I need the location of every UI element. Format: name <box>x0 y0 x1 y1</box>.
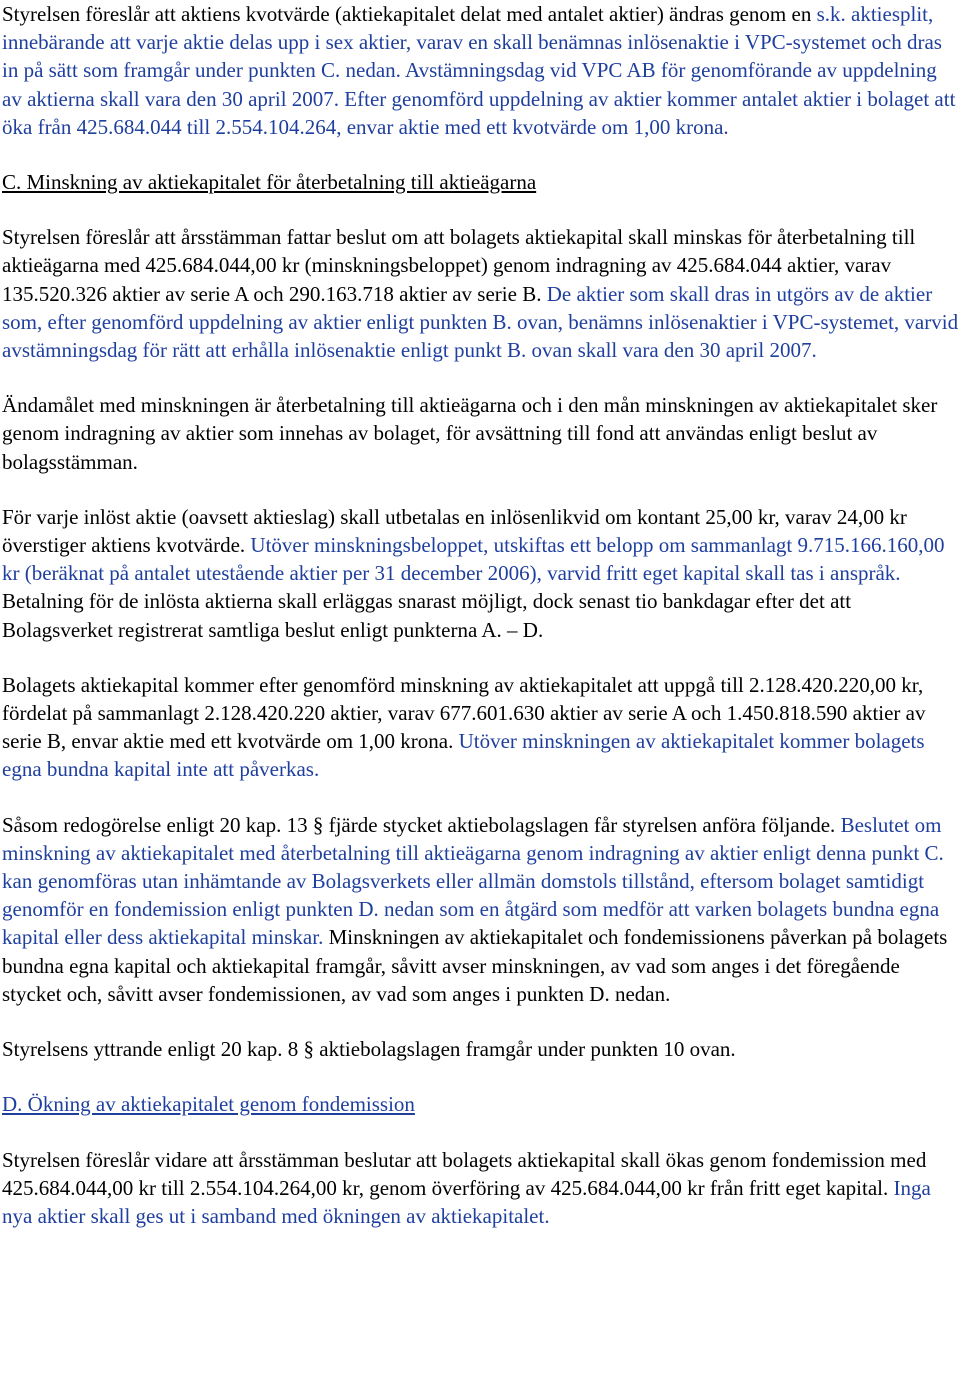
paragraph-redemption-payment <box>2 503 960 644</box>
text-run-blue: Utöver minskningen av aktiekapitalet kommer bolagets egna bundna kapital inte att påverkas. <box>2 729 925 782</box>
paragraph-purpose: Ändamålet med minskningen är återbetalning till aktieägarna och i den mån minskningen av aktiekapitalet sker genom indragning av aktier som innehas av bolaget, för avsättning till fond att användas enligt beslut av bolagsstämman. <box>2 393 938 474</box>
paragraph-share-capital-after <box>2 671 960 784</box>
text-run: Styrelsen föreslår vidare att årsstämman beslutar att bolagets aktiekapital skall ökas genom fondemission med 425.684.044,00 kr till 2.554.104.264,00 kr, genom överföring av 425.684.044,00 kr från fritt eget kapital. <box>2 1147 927 1200</box>
text-run-blue: s.k. aktiesplit, innebärande att varje aktie delas upp i sex aktier, varav en skall benämnas inlösenaktie i VPC-systemet och dras in på sätt som framgår under punkten C. nedan. Avstämningsdag vid VPC AB för genomförande av uppdelning av aktierna skall vara den 30 april 2007. Efter genomförd uppdelning av aktier kommer antalet aktier i bolaget att öka från 425.684.044 till 2.554.104.264, envar aktie med ett kvotvärde om 1,00 krona. <box>2 2 956 139</box>
text-run-blue: De aktier som skall dras in utgörs av de aktier som, efter genomförd uppdelning av aktier enligt punkten B. ovan, benämns inlösenaktier i VPC-systemet, varvid avstämningsdag för rätt att erhålla inlösenaktie enligt punkt B. ovan skall vara den 30 april 2007. <box>2 281 959 363</box>
paragraph-share-split <box>2 0 960 141</box>
text-run: Såsom redogörelse enligt 20 kap. 13 § fjärde stycket aktiebolagslagen får styrelsen anföra följande. <box>2 812 836 837</box>
text-run: Bolagets aktiekapital kommer efter genomförd minskning av aktiekapitalet att uppgå till 2.128.420.220,00 kr, fördelat på sammanlagt 2.128.420.220 aktier, varav 677.601.630 aktier av serie A och 1.450.818.590 aktier av serie B, envar aktie med ett kvotvärde om 1,00 krona. <box>2 672 926 754</box>
text-run: Styrelsen föreslår att årsstämman fattar beslut om att bolagets aktiekapital skall minskas för återbetalning till aktieägarna med 425.684.044,00 kr (minskningsbeloppet) genom indragning av 425.684.044 aktier, varav 135.520.326 aktier av serie A och 290.163.718 aktier av serie B. <box>2 225 916 306</box>
text-run-blue: Inga nya aktier skall ges ut i samband med ökningen av aktiekapitalet. <box>2 1175 931 1228</box>
section-heading-c: C. Minskning av aktiekapitalet för återbetalning till aktieägarna <box>2 170 537 195</box>
text-run: Betalning för de inlösta aktierna skall erläggas snarast möjligt, dock senast tio bankdagar efter det att Bolagsverket registrerat samtliga beslut enligt punkterna A. – D. <box>2 589 852 642</box>
paragraph-board-opinion: Styrelsens yttrande enligt 20 kap. 8 § aktiebolagslagen framgår under punkten 10 ovan. <box>2 1037 736 1062</box>
paragraph-capital-reduction <box>2 223 960 364</box>
paragraph-bonus-issue <box>2 1146 960 1231</box>
text-run: Styrelsen föreslår att aktiens kvotvärde (aktiekapitalet delat med antalet aktier) ändras genom en <box>2 2 812 26</box>
paragraph-board-statement <box>2 811 960 1008</box>
text-run: För varje inlöst aktie (oavsett aktieslag) skall utbetalas en inlösenlikvid om kontant 25,00 kr, varav 24,00 kr överstiger aktiens kvotvärde. <box>2 504 907 558</box>
document-page <box>2 0 960 1230</box>
text-run-blue: Utöver minskningsbeloppet, utskiftas ett belopp om sammanlagt 9.715.166.160,00 kr (beräknat på antalet utestående aktier per 31 december 2006), varvid fritt eget kapital skall tas i anspråk. <box>2 533 945 586</box>
section-heading-d: D. Ökning av aktiekapitalet genom fondemission <box>2 1092 415 1117</box>
text-run-blue: Beslutet om minskning av aktiekapitalet med återbetalning till aktieägarna genom indragning av aktier enligt denna punkt C. kan genomföras utan inhämtande av Bolagsverkets eller allmän domstols tillstånd, eftersom bolaget samtidigt genomför en fondemission enligt punkten D. nedan som en åtgärd som medför att varken bolagets bundna egna kapital eller dess aktiekapital minskar. <box>2 812 944 950</box>
text-run: Minskningen av aktiekapitalet och fondemissionens påverkan på bolagets bundna egna kapital och aktiekapital framgår, såvitt avser minskningen, av vad som anges i det föregående stycket och, såvitt avser fondemissionen, av vad som anges i punkten D. nedan. <box>2 925 948 1006</box>
